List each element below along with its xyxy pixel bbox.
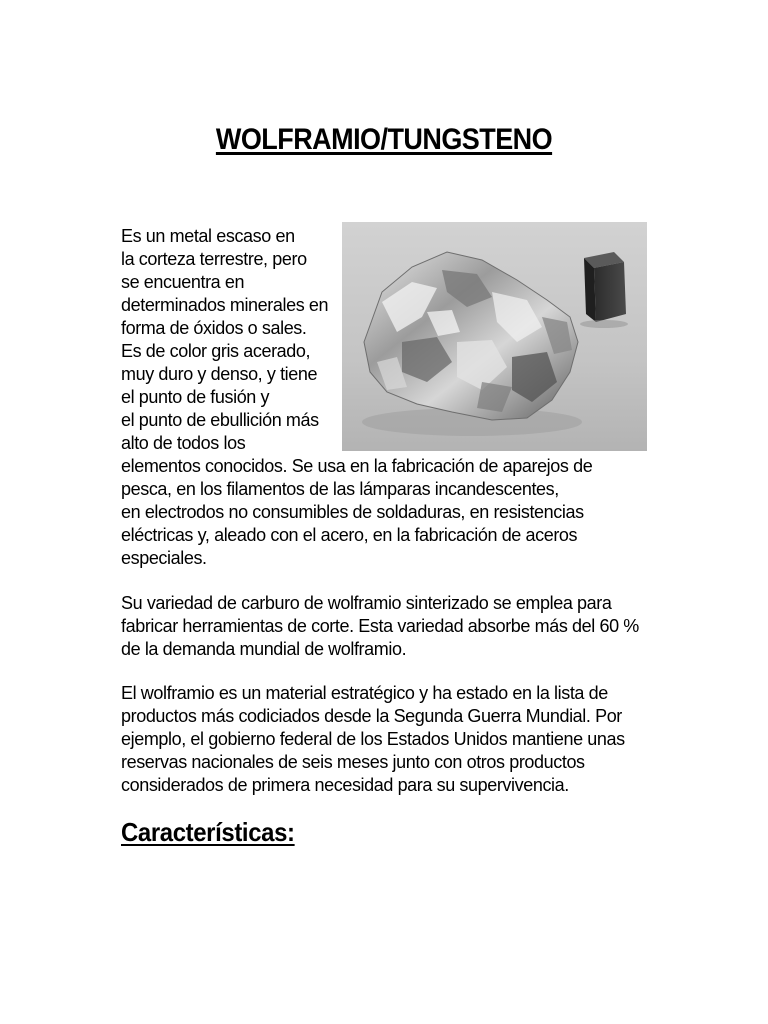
intro-line: muy duro y denso, y tiene bbox=[121, 364, 318, 384]
intro-continuation-line: eléctricas y, aleado con el acero, en la fabricación de aceros bbox=[121, 525, 578, 545]
document-title: WOLFRAMIO/TUNGSTENO bbox=[215, 123, 553, 156]
intro-paragraph-continuation bbox=[121, 455, 651, 570]
paragraph-strategic bbox=[121, 682, 651, 797]
intro-line: alto de todos los bbox=[121, 433, 246, 453]
tungsten-photo bbox=[342, 222, 647, 451]
intro-line: el punto de fusión y bbox=[121, 387, 270, 407]
paragraph-line: de la demanda mundial de wolframio. bbox=[121, 639, 407, 659]
intro-line: forma de óxidos o sales. bbox=[121, 318, 307, 338]
paragraph-line: Su variedad de carburo de wolframio sinterizado se emplea para bbox=[121, 593, 612, 613]
intro-line: la corteza terrestre, pero bbox=[121, 249, 307, 269]
section-heading-caracteristicas: Características: bbox=[121, 817, 295, 847]
paragraph-line: fabricar herramientas de corte. Esta variedad absorbe más del 60 % bbox=[121, 616, 639, 636]
intro-line: se encuentra en bbox=[121, 272, 245, 292]
paragraph-line: El wolframio es un material estratégico y ha estado en la lista de bbox=[121, 683, 608, 703]
paragraph-line: productos más codiciados desde la Segunda Guerra Mundial. Por bbox=[121, 706, 622, 726]
intro-line: el punto de ebullición más bbox=[121, 410, 319, 430]
paragraph-carbide bbox=[121, 592, 651, 661]
intro-paragraph-wrapped bbox=[121, 225, 341, 455]
intro-line: Es de color gris acerado, bbox=[121, 341, 311, 361]
paragraph-line: ejemplo, el gobierno federal de los Estados Unidos mantiene unas bbox=[121, 729, 625, 749]
intro-continuation-line: elementos conocidos. Se usa en la fabricación de aparejos de bbox=[121, 456, 593, 476]
intro-continuation-line: especiales. bbox=[121, 548, 207, 568]
paragraph-line: considerados de primera necesidad para su supervivencia. bbox=[121, 775, 569, 795]
intro-continuation-line: en electrodos no consumibles de soldaduras, en resistencias bbox=[121, 502, 584, 522]
intro-line: determinados minerales en bbox=[121, 295, 329, 315]
paragraph-line: reservas nacionales de seis meses junto con otros productos bbox=[121, 752, 585, 772]
intro-continuation-line: pesca, en los filamentos de las lámparas incandescentes, bbox=[121, 479, 559, 499]
tungsten-sample-image bbox=[342, 222, 647, 451]
intro-line: Es un metal escaso en bbox=[121, 226, 295, 246]
